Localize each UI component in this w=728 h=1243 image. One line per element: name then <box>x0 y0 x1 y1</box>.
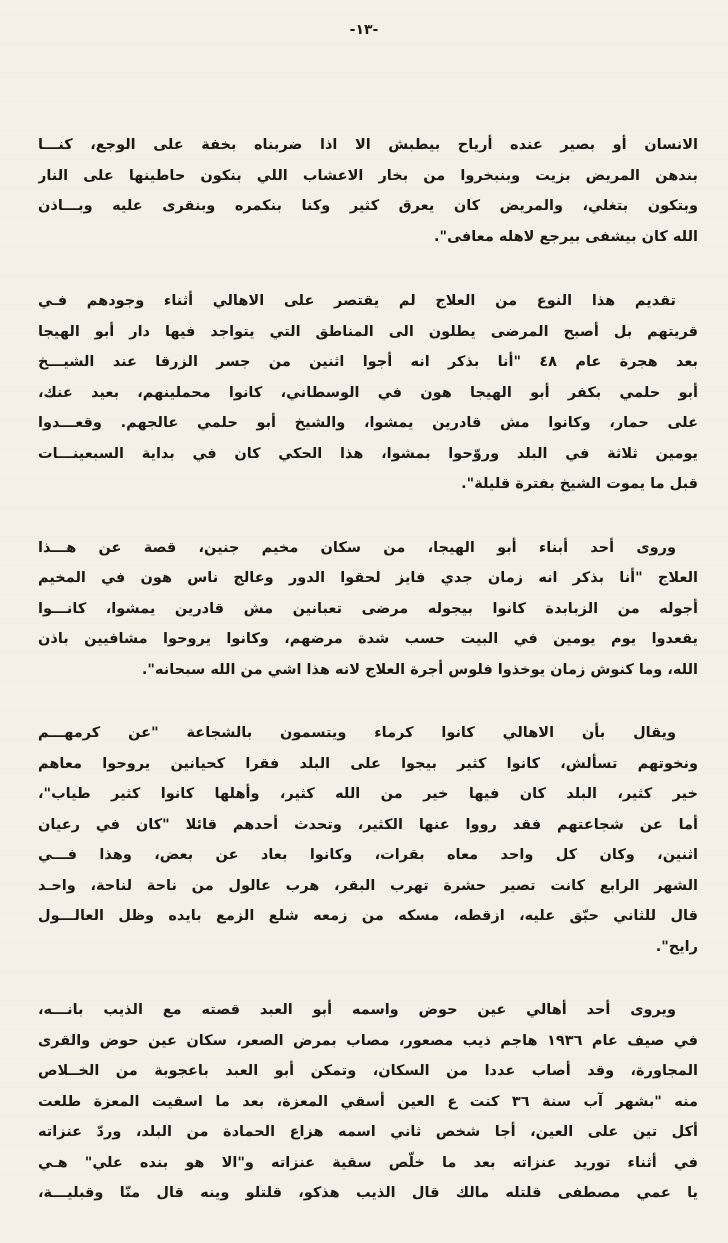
text-line: الانسان أو بصير عنده أرياح بيطبش الا اذا ضربناه بخفة على الوجع، كنـــا <box>38 137 698 153</box>
text-line: بعد هجرة عام ٤٨ "أنا بذكر انه أجوا اثنين من جسر الزرقا عند الشيـــخ <box>38 354 698 370</box>
text-line: يومين ثلاثة في البلد وروّحوا بمشوا، هذا الحكي كان في بداية السبعينـــات <box>38 445 698 462</box>
text-line: على حمار، وكانوا مش قادرين يمشوا، والشيخ أبو حلمي عالجهم. وقعـــدوا <box>38 415 698 431</box>
text-line: أكل تين على العين، أجا شخص ثاني اسمه هزاع الحمادة من البلد، وردّ عنزاته <box>38 1124 698 1140</box>
text-line: منه "بشهر آب سنة ٣٦ كنت ع العين أسقي المعزة، بعد ما اسقيت المعزة طلعت <box>38 1093 698 1110</box>
text-line: رايح". <box>655 938 698 955</box>
text-line: أبو حلمي بكفر أبو الهيجا هون في الوسطاني، كانوا محملينهم، بعيد عنك، <box>38 384 698 401</box>
document-body <box>38 130 698 1243</box>
paragraph-1 <box>38 130 698 252</box>
text-line: وروى أحد أبناء أبو الهيجا، من سكان مخيم جنين، قصة عن هـــذا <box>38 539 676 556</box>
text-line: أجوله من الزبابدة كانوا بيجوله مرضى تعبانين مش قادرين يمشوا، كانـــوا <box>38 600 698 617</box>
paragraph-5 <box>38 995 698 1209</box>
text-line: خير كثير، البلد كان فيها خير من الله كثير، وأهلها كانوا كثير طياب"، <box>38 786 698 802</box>
text-line: في صيف عام ١٩٣٦ هاجم ذيب مصعور، مصاب بمرض الصعر، سكان عين حوض والقرى <box>38 1032 698 1049</box>
paragraph-2 <box>38 286 698 500</box>
paragraph-3 <box>38 533 698 686</box>
text-line: يا عمي مصطفى قلتله مالك قال الذيب هذكو، قلتلو وينه قال منّا وقبليـــة، <box>38 1185 698 1201</box>
text-line: بندهن المريض بزيت وبنبخروا من بخار الاعشاب اللي بنكون حاطينها على النار <box>38 167 698 184</box>
text-line: يقعدوا يوم يومين في البيت حسب شدة مرضهم، وكانوا يروحوا مشافيين باذن <box>38 631 698 647</box>
text-line: الله، وما كنوش زمان يوخذوا فلوس أجرة العلاج لانه هذا اشي من الله سبحانه". <box>141 661 698 678</box>
text-line: الله كان بيشفى بيرجع لاهله معافى". <box>434 228 698 245</box>
text-line: تقديم هذا النوع من العلاج لم يقتصر على الاهالي أثناء وجودهم فـي <box>38 293 676 309</box>
text-line: ونخوتهم تسألش، كانوا كثير بيجوا على البلد فقرا كحيانين يروحوا معاهم <box>38 755 698 772</box>
text-line: قال للثاني حبّق عليه، ازقطه، مسكه من زمعه شلع الزمع بايده وظل العالـــول <box>38 908 698 924</box>
text-line: في أثناء توريد عنزاته بعد ما خلّص سقية عنزاته و"الا هو بنده علي" هـي <box>38 1154 698 1171</box>
text-line: أما عن شجاعتهم فقد رووا عنها الكثير، وتحدث أحدهم قائلا "كان في رعيان <box>38 816 698 833</box>
text-line: اثنين، وكان كل واحد معاه بقرات، وكانوا بعاد عن بعض، وهذا فـــي <box>38 847 698 863</box>
text-line: الشهر الرابع كانت تصير حشرة تهرب البقر، هرب عالول من ناحة لناحة، واحـد <box>38 877 698 894</box>
paragraph-4 <box>38 718 698 962</box>
text-line: وبتكون بتغلي، والمريض كان يعرق كثير وكنا بنكمره وبنقرى عليه وبـــاذن <box>38 198 698 214</box>
page-number: -١٣- <box>349 22 379 38</box>
text-line: ويقال بأن الاهالي كانوا كرماء ويتسمون بالشجاعة "عن كرمهـــم <box>38 725 676 741</box>
text-line: ويروى أحد أهالي عين حوض واسمه أبو العبد قصته مع الذيب بانـــه، <box>38 1002 676 1018</box>
text-line: العلاج "أنا بذكر انه زمان جدي فايز لحقوا الدور وعالج ناس هون في المخيم <box>38 570 698 586</box>
text-line: المجاورة، وقد أصاب عددا من السكان، وتمكن أبو العبد باعجوبة من الخــلاص <box>38 1063 698 1079</box>
text-line: قريتهم بل أصبح المرضى يطلون الى المناطق التي يتواجد فيها دار أبو الهيجا <box>38 323 698 340</box>
text-line: قبل ما يموت الشيخ بفترة قليلة". <box>461 476 698 492</box>
